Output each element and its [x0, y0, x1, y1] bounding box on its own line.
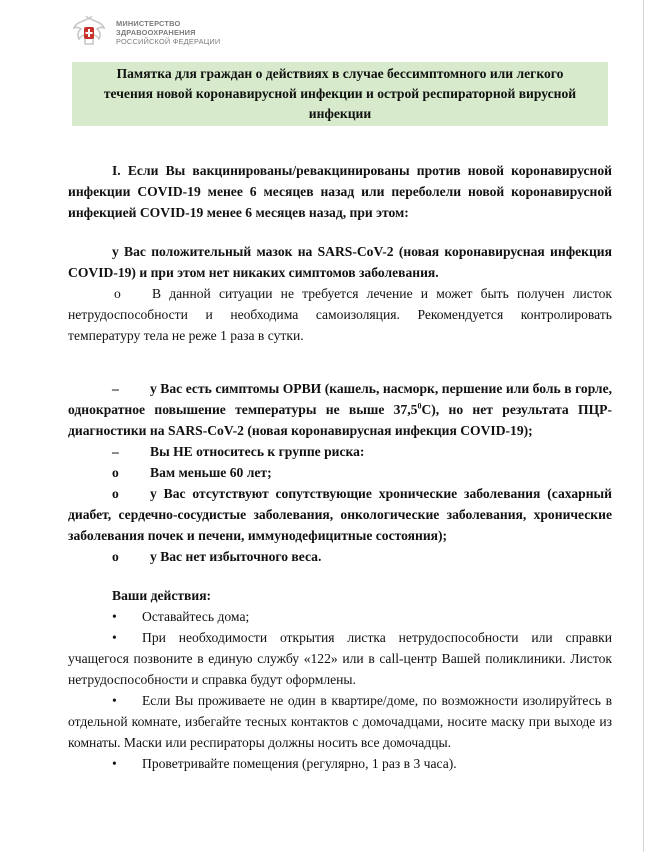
ministry-header: [72, 14, 220, 50]
bullet-icon: •: [112, 630, 117, 645]
section-1-intro: I. Если Вы вакцинированы/ревакцинированы против новой коронавирусной инфекции COVID-19 менее 6 месяцев назад или переболели новой коронавирусной инфекцией COVID-19 менее 6 месяцев назад, при этом:: [68, 163, 612, 220]
age-item: [68, 462, 612, 483]
case-orvi-sup: 0: [417, 401, 422, 411]
page-edge: [643, 0, 644, 852]
ministry-line-1: МИНИСТЕРСТВО: [116, 18, 181, 28]
circle-bullet-icon: o: [112, 549, 119, 564]
action-item-text: Если Вы проживаете не один в квартире/доме, по возможности изолируйтесь в отдельной комнате, избегайте тесных контактов с домочадцами, носите маску при выходе из комнаты. Маски или респираторы должны носить все домочадцы.: [68, 693, 612, 750]
action-item-text: При необходимости открытия листка нетрудоспособности или справки учащегося позвоните в единую службу «122» или в call-центр Вашей поликлиники. Листок нетрудоспособности и справка будут оформлены.: [68, 630, 612, 687]
action-item: [68, 690, 612, 753]
risk-group-item: [68, 441, 612, 462]
ministry-line-2: ЗДРАВООХРАНЕНИЯ: [116, 27, 196, 37]
chronic-item: [68, 483, 612, 546]
dash-bullet-icon: –: [112, 381, 119, 396]
action-item: [68, 627, 612, 690]
risk-group-text: Вы НЕ относитесь к группе риска:: [150, 444, 365, 459]
case-orvi-text-b: С), но нет результата ПЦР-диагностики на SARS-CoV-2 (новая коронавирусная инфекция COVID-19);: [68, 402, 612, 438]
ministry-emblem-icon: [72, 14, 106, 50]
action-item-text: Оставайтесь дома;: [142, 609, 250, 624]
chronic-text: у Вас отсутствуют сопутствующие хронические заболевания (сахарный диабет, сердечно-сосудистые заболевания, онкологические заболевания, хронические заболевания почек и печени, иммунодефицитные состояния);: [68, 486, 612, 543]
bullet-icon: •: [112, 609, 117, 624]
dash-bullet-icon: –: [112, 444, 119, 459]
memo-body: [68, 160, 612, 774]
actions-heading: Ваши действия:: [112, 588, 212, 603]
circle-bullet-icon: o: [112, 486, 119, 501]
memo-title: Памятка для граждан о действиях в случае бессимптомного или легкого течения новой коронавирусной инфекции и острой респираторной вирусной инфекции: [103, 66, 577, 121]
ministry-name: [116, 19, 220, 46]
bullet-icon: •: [112, 693, 117, 708]
memo-title-banner: [72, 62, 608, 126]
bullet-icon: •: [112, 756, 117, 771]
weight-text: у Вас нет избыточного веса.: [150, 549, 322, 564]
case-positive-swab-note: [68, 283, 612, 346]
case-orvi-text-a: у Вас есть симптомы ОРВИ (кашель, насморк, першение или боль в горле, однократное повышение температуры не выше 37,5: [68, 381, 612, 417]
circle-bullet-icon: o: [112, 465, 119, 480]
age-text: Вам меньше 60 лет;: [150, 465, 272, 480]
case-positive-swab: у Вас положительный мазок на SARS-CoV-2 (новая коронавирусная инфекция COVID-19) и при этом нет никаких симптомов заболевания.: [68, 244, 612, 280]
action-item-text: Проветривайте помещения (регулярно, 1 раз в 3 часа).: [142, 756, 457, 771]
case-positive-swab-note-text: В данной ситуации не требуется лечение и может быть получен листок нетрудоспособности и необходима самоизоляция. Рекомендуется контролировать температуру тела не реже 1 раза в сутки.: [68, 286, 612, 343]
action-item: [68, 606, 612, 627]
ministry-line-3: РОССИЙСКОЙ ФЕДЕРАЦИИ: [116, 36, 221, 46]
weight-item: [68, 546, 612, 567]
circle-bullet-icon: o: [114, 286, 121, 301]
action-item: [68, 753, 612, 774]
case-orvi-symptoms: [68, 378, 612, 441]
